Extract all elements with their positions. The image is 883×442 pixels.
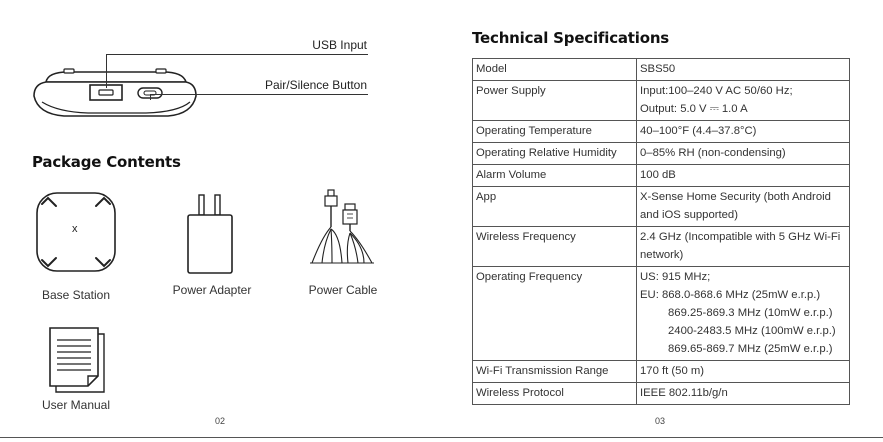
spec-row xyxy=(473,361,850,383)
spec-key: Wireless Frequency xyxy=(473,227,637,267)
spec-row xyxy=(473,267,850,361)
spec-row xyxy=(473,59,850,81)
spec-value xyxy=(637,81,850,121)
spec-value-line: 0–85% RH (non-condensing) xyxy=(640,147,786,159)
spec-row xyxy=(473,187,850,227)
power-cable-icon xyxy=(302,187,382,267)
spec-key: Operating Temperature xyxy=(473,121,637,143)
spec-row xyxy=(473,165,850,187)
user-manual-icon xyxy=(46,326,106,394)
spec-value-line: and iOS supported) xyxy=(640,209,738,221)
spec-row xyxy=(473,81,850,121)
power-adapter-label: Power Adapter xyxy=(172,283,252,297)
spec-value-line: Output: 5.0 V ⎓ 1.0 A xyxy=(640,103,748,115)
pair-callout-line-h xyxy=(150,94,368,95)
spec-value xyxy=(637,59,850,81)
spec-key: Wi-Fi Transmission Range xyxy=(473,361,637,383)
spec-table xyxy=(472,58,850,405)
usb-callout-line-v xyxy=(106,54,107,88)
spec-value-line: 869.65-869.7 MHz (25mW e.r.p.) xyxy=(668,343,833,355)
spec-key: Alarm Volume xyxy=(473,165,637,187)
package-contents-title: Package Contents xyxy=(32,153,181,171)
power-cable-label: Power Cable xyxy=(308,283,378,297)
technical-specifications-title: Technical Specifications xyxy=(472,29,670,47)
bottom-rule xyxy=(0,437,883,438)
spec-value-line: 2.4 GHz (Incompatible with 5 GHz Wi-Fi xyxy=(640,231,841,243)
usb-input-label: USB Input xyxy=(312,38,367,52)
spec-value xyxy=(637,165,850,187)
spec-value-line: 170 ft (50 m) xyxy=(640,365,705,377)
spec-key: Power Supply xyxy=(473,81,637,121)
spec-key: Wireless Protocol xyxy=(473,383,637,405)
device-side-view xyxy=(28,66,203,130)
spec-key: Model xyxy=(473,59,637,81)
page-number-left: 02 xyxy=(215,416,226,426)
spec-value xyxy=(637,227,850,267)
spec-value-line: 2400-2483.5 MHz (100mW e.r.p.) xyxy=(668,325,836,337)
spec-value xyxy=(637,361,850,383)
spec-value-line: 100 dB xyxy=(640,169,676,181)
spec-value-line: IEEE 802.11b/g/n xyxy=(640,387,728,399)
power-adapter-icon xyxy=(186,193,234,275)
page-number-right: 03 xyxy=(655,416,666,426)
spec-key: Operating Frequency xyxy=(473,267,637,361)
usb-callout-line-h xyxy=(106,54,368,55)
spec-row xyxy=(473,143,850,165)
spec-row xyxy=(473,383,850,405)
spec-value xyxy=(637,383,850,405)
spec-row xyxy=(473,227,850,267)
spec-value-line: US: 915 MHz; xyxy=(640,271,711,283)
spec-value-line: EU: 868.0-868.6 MHz (25mW e.r.p.) xyxy=(640,289,821,301)
spec-row xyxy=(473,121,850,143)
spec-value xyxy=(637,143,850,165)
spec-value xyxy=(637,121,850,143)
pair-button-label: Pair/Silence Button xyxy=(264,78,367,92)
spec-value-line: network) xyxy=(640,249,684,261)
user-manual-label: User Manual xyxy=(41,398,111,412)
spec-value-line: X-Sense Home Security (both Android xyxy=(640,191,831,203)
spec-value xyxy=(637,187,850,227)
spec-value-line: 40–100°F (4.4–37.8°C) xyxy=(640,125,757,137)
base-station-label: Base Station xyxy=(41,288,111,302)
spec-value xyxy=(637,267,850,361)
base-station-mark: x xyxy=(72,223,78,235)
spec-value-line: 869.25-869.3 MHz (10mW e.r.p.) xyxy=(668,307,833,319)
spec-key: App xyxy=(473,187,637,227)
spec-key: Operating Relative Humidity xyxy=(473,143,637,165)
spec-value-line: Input:100–240 V AC 50/60 Hz; xyxy=(640,85,793,97)
spec-value-line: SBS50 xyxy=(640,63,676,75)
